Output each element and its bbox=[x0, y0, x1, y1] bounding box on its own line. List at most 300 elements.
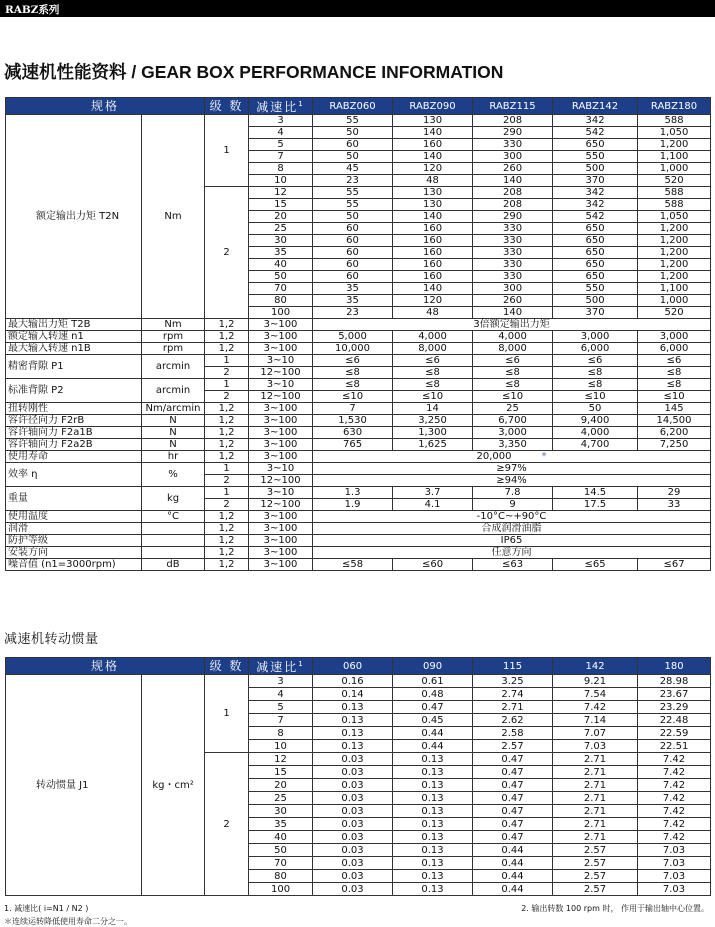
table-cell: 0.45 bbox=[393, 714, 473, 727]
table-cell: 2.71 bbox=[473, 701, 553, 714]
table-cell: 7,250 bbox=[638, 439, 711, 451]
table-cell: 300 bbox=[473, 283, 553, 295]
table-cell: 140 bbox=[393, 211, 473, 223]
row-label: 安装方向 bbox=[6, 547, 142, 559]
table-cell: ≤8 bbox=[393, 379, 473, 391]
table-cell: ≤6 bbox=[638, 355, 711, 367]
table-cell: 208 bbox=[473, 199, 553, 211]
stage-cell: 2 bbox=[205, 499, 249, 511]
table-cell: 50 bbox=[313, 151, 393, 163]
table-cell: 330 bbox=[473, 259, 553, 271]
table-cell: 0.13 bbox=[393, 831, 473, 844]
table-cell: 100 bbox=[249, 883, 313, 896]
table-cell: 0.48 bbox=[393, 688, 473, 701]
header-model: 180 bbox=[638, 658, 711, 675]
table-cell: 0.13 bbox=[393, 883, 473, 896]
row-label: 额定输入转速 n1 bbox=[6, 331, 142, 343]
footnote-speed: 2. 输出转数 100 rpm 时， 作用于输出轴中心位置。 bbox=[521, 904, 709, 913]
table-cell: 7.42 bbox=[638, 805, 711, 818]
stage-cell: 1,2 bbox=[205, 331, 249, 343]
table-cell: 7.42 bbox=[638, 766, 711, 779]
ratio-cell: 3~100 bbox=[249, 511, 313, 523]
table-cell: 550 bbox=[553, 151, 638, 163]
header-model: 142 bbox=[553, 658, 638, 675]
table-cell: 650 bbox=[553, 259, 638, 271]
table-cell: 330 bbox=[473, 235, 553, 247]
merged-value bbox=[313, 511, 711, 523]
table-cell: 1,200 bbox=[638, 259, 711, 271]
table-cell: 550 bbox=[553, 283, 638, 295]
header-model: 090 bbox=[393, 658, 473, 675]
row-label: 额定输出力矩 T2N bbox=[6, 115, 142, 319]
table-cell: 2.57 bbox=[473, 740, 553, 753]
table-cell: ≤8 bbox=[313, 367, 393, 379]
table-cell: 0.13 bbox=[393, 779, 473, 792]
table-cell: 80 bbox=[249, 295, 313, 307]
merged-value bbox=[313, 523, 711, 535]
table-cell: 6,200 bbox=[638, 427, 711, 439]
table-cell: 0.03 bbox=[313, 844, 393, 857]
table-cell: 542 bbox=[553, 127, 638, 139]
table-cell: 0.47 bbox=[473, 818, 553, 831]
stage-cell: 1,2 bbox=[205, 547, 249, 559]
ratio-cell: 3~100 bbox=[249, 439, 313, 451]
row-label: 最大输入转速 n1B bbox=[6, 343, 142, 355]
row-label: 噪音值 (n1=3000rpm) bbox=[6, 559, 142, 571]
merged-value: ≥94% bbox=[313, 475, 711, 487]
table-cell: 3,000 bbox=[473, 427, 553, 439]
table-cell: 2.57 bbox=[553, 857, 638, 870]
table-cell: 80 bbox=[249, 870, 313, 883]
table-cell: 160 bbox=[393, 271, 473, 283]
stage-cell: 1 bbox=[205, 379, 249, 391]
table-cell: 15 bbox=[249, 199, 313, 211]
table-cell: 4,700 bbox=[553, 439, 638, 451]
table-row bbox=[6, 523, 711, 535]
table-cell: 0.47 bbox=[473, 831, 553, 844]
ratio-cell: 3~10 bbox=[249, 487, 313, 499]
table-cell: 10 bbox=[249, 175, 313, 187]
merged-value-text: 3倍额定输出力矩 bbox=[473, 319, 550, 330]
table-cell: 1,300 bbox=[393, 427, 473, 439]
table-cell: 0.13 bbox=[393, 844, 473, 857]
table-cell: 28.98 bbox=[638, 675, 711, 688]
table-row bbox=[6, 451, 711, 463]
table-cell: 2.71 bbox=[553, 779, 638, 792]
table-row bbox=[6, 343, 711, 355]
table-cell: 0.13 bbox=[393, 857, 473, 870]
top-bar bbox=[0, 0, 715, 17]
table-cell: 1,530 bbox=[313, 415, 393, 427]
table-cell: 1,050 bbox=[638, 211, 711, 223]
table-cell: 50 bbox=[249, 271, 313, 283]
table-cell: 2.71 bbox=[553, 831, 638, 844]
row-label: 重量 bbox=[6, 487, 142, 511]
table-cell: 25 bbox=[249, 792, 313, 805]
table-cell: 2.71 bbox=[553, 818, 638, 831]
table-cell: 0.13 bbox=[393, 766, 473, 779]
table-cell: 500 bbox=[553, 295, 638, 307]
row-label: 扭转刚性 bbox=[6, 403, 142, 415]
table-cell: 342 bbox=[553, 115, 638, 127]
table-cell: 1,200 bbox=[638, 271, 711, 283]
table-cell: 50 bbox=[249, 844, 313, 857]
ratio-cell: 3~100 bbox=[249, 427, 313, 439]
table-cell: 140 bbox=[473, 307, 553, 319]
table-cell: 330 bbox=[473, 247, 553, 259]
ratio-cell: 12~100 bbox=[249, 391, 313, 403]
table-row bbox=[6, 487, 711, 499]
stage-cell: 2 bbox=[205, 367, 249, 379]
table-cell: ≤58 bbox=[313, 559, 393, 571]
table-cell: 50 bbox=[313, 127, 393, 139]
table-cell: ≤6 bbox=[313, 355, 393, 367]
table-cell: 0.03 bbox=[313, 792, 393, 805]
row-unit bbox=[142, 535, 205, 547]
table-row bbox=[6, 535, 711, 547]
merged-value-text: 合成润滑油脂 bbox=[481, 523, 542, 534]
row-unit: Nm bbox=[142, 319, 205, 331]
row-unit: dB bbox=[142, 559, 205, 571]
table-cell: 35 bbox=[313, 295, 393, 307]
table-cell: 7.03 bbox=[638, 883, 711, 896]
table-cell: 8,000 bbox=[473, 343, 553, 355]
table-cell: 140 bbox=[393, 151, 473, 163]
table-cell: ≤8 bbox=[393, 367, 473, 379]
table-cell: ≤8 bbox=[553, 367, 638, 379]
row-label: 最大输出力矩 T2B bbox=[6, 319, 142, 331]
table-cell: 1,200 bbox=[638, 139, 711, 151]
table-cell: 7.03 bbox=[638, 844, 711, 857]
table-cell: 50 bbox=[553, 403, 638, 415]
table-cell: 7.42 bbox=[553, 701, 638, 714]
table-cell: 0.44 bbox=[393, 740, 473, 753]
stage-cell: 1,2 bbox=[205, 403, 249, 415]
table-cell: 1,000 bbox=[638, 163, 711, 175]
table-cell: 260 bbox=[473, 163, 553, 175]
table-cell: 7.07 bbox=[553, 727, 638, 740]
table-cell: 208 bbox=[473, 187, 553, 199]
table-cell: 290 bbox=[473, 211, 553, 223]
table-cell: 2.74 bbox=[473, 688, 553, 701]
table-cell: 1,625 bbox=[393, 439, 473, 451]
row-label: 容许径向力 F2rB bbox=[6, 415, 142, 427]
table-cell: 0.03 bbox=[313, 857, 393, 870]
table-cell: 35 bbox=[249, 818, 313, 831]
table-cell: 650 bbox=[553, 223, 638, 235]
table-cell: 650 bbox=[553, 235, 638, 247]
row-label: 精密背隙 P1 bbox=[6, 355, 142, 379]
table-cell: 2.71 bbox=[553, 753, 638, 766]
table-cell: 0.44 bbox=[473, 870, 553, 883]
table-cell: 0.44 bbox=[473, 883, 553, 896]
table-cell: 3,350 bbox=[473, 439, 553, 451]
table-cell: 1,100 bbox=[638, 283, 711, 295]
table-cell: ≤10 bbox=[638, 391, 711, 403]
table-row bbox=[6, 403, 711, 415]
table-cell: 100 bbox=[249, 307, 313, 319]
table-cell: 17.5 bbox=[553, 499, 638, 511]
table-cell: 330 bbox=[473, 139, 553, 151]
stage-cell: 1,2 bbox=[205, 439, 249, 451]
table-row bbox=[6, 415, 711, 427]
table-cell: 20 bbox=[249, 211, 313, 223]
section-title-inertia: 减速机转动惯量 bbox=[4, 632, 99, 647]
table-cell: 60 bbox=[313, 139, 393, 151]
header-spec: 规格 bbox=[6, 658, 205, 675]
table-cell: 8 bbox=[249, 163, 313, 175]
table-cell: 3,000 bbox=[638, 331, 711, 343]
table-cell: 1,200 bbox=[638, 235, 711, 247]
table-cell: 35 bbox=[249, 247, 313, 259]
table-cell: 22.59 bbox=[638, 727, 711, 740]
row-unit: kg・cm² bbox=[142, 675, 205, 896]
table-cell: 650 bbox=[553, 247, 638, 259]
table-cell: 0.61 bbox=[393, 675, 473, 688]
table-cell: 290 bbox=[473, 127, 553, 139]
merged-value-text: -10°C~+90°C bbox=[476, 511, 547, 522]
table-cell: 7.03 bbox=[638, 857, 711, 870]
table-cell: 12 bbox=[249, 753, 313, 766]
ratio-cell: 12~100 bbox=[249, 367, 313, 379]
table-cell: 50 bbox=[313, 211, 393, 223]
footnote-ratio: 1. 减速比( i=N1 / N2 ) bbox=[4, 904, 89, 913]
table-cell: 7.54 bbox=[553, 688, 638, 701]
table-row bbox=[6, 547, 711, 559]
stage-cell: 1,2 bbox=[205, 343, 249, 355]
table-cell: 300 bbox=[473, 151, 553, 163]
table-cell: 140 bbox=[393, 127, 473, 139]
table-cell: 0.13 bbox=[393, 753, 473, 766]
table-cell: 3,000 bbox=[553, 331, 638, 343]
table-cell: 3 bbox=[249, 675, 313, 688]
table-cell: 0.13 bbox=[313, 714, 393, 727]
series-label: RABZ系列 bbox=[5, 4, 60, 16]
stage-cell: 1,2 bbox=[205, 535, 249, 547]
table-cell: 342 bbox=[553, 199, 638, 211]
table-cell: 1.9 bbox=[313, 499, 393, 511]
ratio-cell: 3~10 bbox=[249, 463, 313, 475]
table-cell: 7.42 bbox=[638, 792, 711, 805]
ratio-cell: 3~100 bbox=[249, 331, 313, 343]
table-cell: 0.16 bbox=[313, 675, 393, 688]
table-cell: 9,400 bbox=[553, 415, 638, 427]
ratio-cell: 3~10 bbox=[249, 355, 313, 367]
table-cell: 160 bbox=[393, 247, 473, 259]
stage-cell: 1,2 bbox=[205, 559, 249, 571]
merged-value: ≥97% bbox=[313, 463, 711, 475]
table-cell: 2.71 bbox=[553, 805, 638, 818]
table-cell: 30 bbox=[249, 805, 313, 818]
row-label: 使用温度 bbox=[6, 511, 142, 523]
table-cell: 0.47 bbox=[473, 792, 553, 805]
table-cell: 1,050 bbox=[638, 127, 711, 139]
row-label: 使用寿命 bbox=[6, 451, 142, 463]
table-cell: 2.71 bbox=[553, 766, 638, 779]
header-model: RABZ142 bbox=[553, 98, 638, 115]
table-cell: 650 bbox=[553, 139, 638, 151]
ratio-cell: 3~100 bbox=[249, 523, 313, 535]
table-cell: 130 bbox=[393, 199, 473, 211]
table-cell: 25 bbox=[473, 403, 553, 415]
ratio-cell: 12~100 bbox=[249, 475, 313, 487]
table-cell: 23.29 bbox=[638, 701, 711, 714]
table-cell: 0.13 bbox=[393, 818, 473, 831]
ratio-cell: 3~100 bbox=[249, 403, 313, 415]
row-label: 转动惯量 J1 bbox=[6, 675, 142, 896]
table-cell: 0.47 bbox=[473, 753, 553, 766]
table-cell: 3.7 bbox=[393, 487, 473, 499]
table-cell: ≤10 bbox=[473, 391, 553, 403]
table1-header-row bbox=[6, 98, 711, 115]
table-cell: 7.42 bbox=[638, 753, 711, 766]
table-cell: 12 bbox=[249, 187, 313, 199]
table-cell: 0.03 bbox=[313, 805, 393, 818]
page-title: 减速机性能资料 / GEAR BOX PERFORMANCE INFORMATION bbox=[4, 62, 504, 82]
row-unit: N bbox=[142, 439, 205, 451]
merged-value bbox=[313, 319, 711, 331]
table-cell: 20 bbox=[249, 779, 313, 792]
stage-cell: 1,2 bbox=[205, 415, 249, 427]
table-cell: 3 bbox=[249, 115, 313, 127]
table-cell: ≤6 bbox=[553, 355, 638, 367]
table-cell: 0.03 bbox=[313, 779, 393, 792]
table-cell: 520 bbox=[638, 307, 711, 319]
table-cell: 4 bbox=[249, 127, 313, 139]
table-cell: 500 bbox=[553, 163, 638, 175]
table-cell: 208 bbox=[473, 115, 553, 127]
table-cell: 2.62 bbox=[473, 714, 553, 727]
table-cell: 0.03 bbox=[313, 818, 393, 831]
ratio-cell: 3~100 bbox=[249, 415, 313, 427]
stage-cell: 1 bbox=[205, 115, 249, 187]
table-row bbox=[6, 511, 711, 523]
table-cell: ≤8 bbox=[313, 379, 393, 391]
table-cell: ≤8 bbox=[638, 367, 711, 379]
table-cell: 342 bbox=[553, 187, 638, 199]
table-cell: 160 bbox=[393, 223, 473, 235]
table-cell: 0.47 bbox=[473, 805, 553, 818]
table-cell: 23 bbox=[313, 175, 393, 187]
stage-cell: 2 bbox=[205, 187, 249, 319]
table-cell: 5 bbox=[249, 139, 313, 151]
table-cell: 60 bbox=[313, 223, 393, 235]
stage-cell: 1,2 bbox=[205, 451, 249, 463]
table-cell: 7.8 bbox=[473, 487, 553, 499]
table-cell: 14,500 bbox=[638, 415, 711, 427]
table-cell: 0.13 bbox=[313, 701, 393, 714]
table-cell: 6,000 bbox=[553, 343, 638, 355]
table-cell: 0.13 bbox=[393, 805, 473, 818]
table-cell: 60 bbox=[313, 235, 393, 247]
row-unit: Nm/arcmin bbox=[142, 403, 205, 415]
row-unit: arcmin bbox=[142, 379, 205, 403]
table-cell: 40 bbox=[249, 259, 313, 271]
table-cell: 7.03 bbox=[553, 740, 638, 753]
merged-value bbox=[313, 547, 711, 559]
row-unit: rpm bbox=[142, 331, 205, 343]
table-cell: 3,250 bbox=[393, 415, 473, 427]
ratio-cell: 3~100 bbox=[249, 547, 313, 559]
table-cell: 330 bbox=[473, 223, 553, 235]
life-note-star: * bbox=[541, 451, 547, 462]
table-cell: 55 bbox=[313, 187, 393, 199]
merged-value bbox=[313, 535, 711, 547]
table-cell: ≤8 bbox=[638, 379, 711, 391]
table-cell: 7 bbox=[313, 403, 393, 415]
header-model: RABZ060 bbox=[313, 98, 393, 115]
table-cell: 70 bbox=[249, 283, 313, 295]
table-cell: 120 bbox=[393, 163, 473, 175]
table-cell: 160 bbox=[393, 235, 473, 247]
table-cell: 630 bbox=[313, 427, 393, 439]
ratio-cell: 3~100 bbox=[249, 319, 313, 331]
row-unit: rpm bbox=[142, 343, 205, 355]
ratio-cell: 3~100 bbox=[249, 559, 313, 571]
row-unit: N bbox=[142, 427, 205, 439]
table-cell: 1.3 bbox=[313, 487, 393, 499]
stage-cell: 1 bbox=[205, 355, 249, 367]
row-label: 效率 η bbox=[6, 463, 142, 487]
table-cell: ≤10 bbox=[313, 391, 393, 403]
table-cell: 7.03 bbox=[638, 870, 711, 883]
stage-cell: 1,2 bbox=[205, 319, 249, 331]
table-cell: 370 bbox=[553, 307, 638, 319]
stage-cell: 1 bbox=[205, 463, 249, 475]
table-cell: 0.44 bbox=[473, 844, 553, 857]
merged-value-text: 20,000 bbox=[476, 451, 512, 462]
table-cell: 4 bbox=[249, 688, 313, 701]
merged-value-text: 任意方向 bbox=[491, 547, 532, 558]
table-cell: 40 bbox=[249, 831, 313, 844]
ratio-cell: 3~10 bbox=[249, 379, 313, 391]
table-cell: ≤6 bbox=[473, 355, 553, 367]
table-cell: 588 bbox=[638, 187, 711, 199]
table-cell: 0.44 bbox=[473, 857, 553, 870]
table-cell: ≤10 bbox=[393, 391, 473, 403]
table-cell: 130 bbox=[393, 115, 473, 127]
table-cell: 4,000 bbox=[473, 331, 553, 343]
table-cell: 9.21 bbox=[553, 675, 638, 688]
merged-value-text: IP65 bbox=[500, 535, 523, 546]
table-cell: 29 bbox=[638, 487, 711, 499]
stage-cell: 2 bbox=[205, 753, 249, 896]
row-unit: Nm bbox=[142, 115, 205, 319]
table-cell: 0.44 bbox=[393, 727, 473, 740]
table-cell: 520 bbox=[638, 175, 711, 187]
table-cell: 0.03 bbox=[313, 883, 393, 896]
table-row bbox=[6, 115, 711, 127]
table-cell: 2.57 bbox=[553, 870, 638, 883]
table-cell: 0.03 bbox=[313, 831, 393, 844]
table-cell: 0.13 bbox=[393, 870, 473, 883]
table-cell: 0.13 bbox=[393, 792, 473, 805]
table-cell: 160 bbox=[393, 139, 473, 151]
table-cell: 70 bbox=[249, 857, 313, 870]
header-stage: 级 数 bbox=[205, 98, 249, 115]
table-cell: 8,000 bbox=[393, 343, 473, 355]
row-unit bbox=[142, 547, 205, 559]
table-cell: 7.14 bbox=[553, 714, 638, 727]
table-cell: 6,000 bbox=[638, 343, 711, 355]
header-spec: 规格 bbox=[6, 98, 205, 115]
table-cell: ≤60 bbox=[393, 559, 473, 571]
table-cell: 4.1 bbox=[393, 499, 473, 511]
table-cell: 5,000 bbox=[313, 331, 393, 343]
table-cell: 30 bbox=[249, 235, 313, 247]
table-row bbox=[6, 331, 711, 343]
row-label: 防护等级 bbox=[6, 535, 142, 547]
